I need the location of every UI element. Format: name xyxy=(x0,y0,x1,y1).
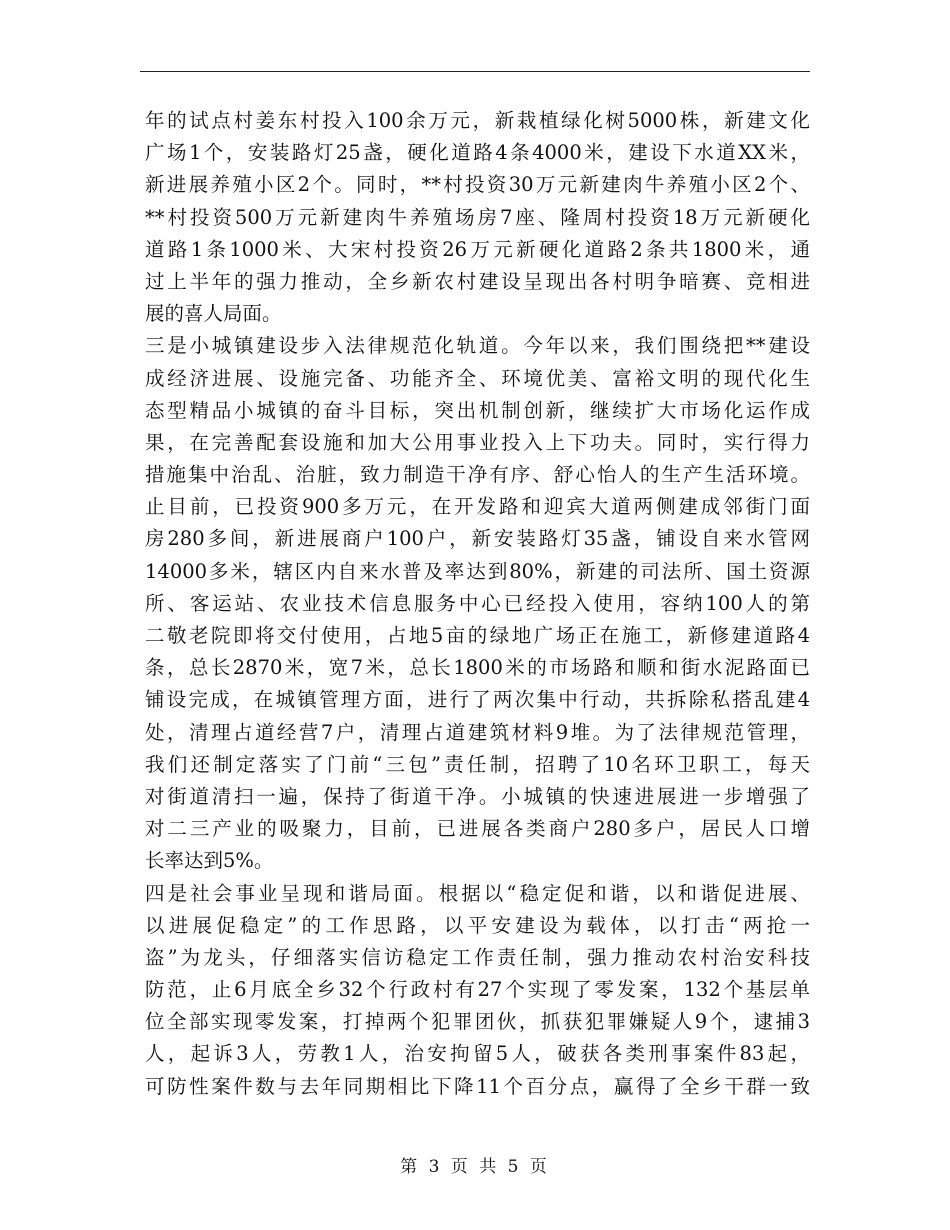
text-line: 对街道清扫一遍，保持了街道干净。小城镇的快速进展进一步增强了 xyxy=(145,784,810,808)
text-line: 以进展促稳定”的工作思路，以平安建设为载体，以打击“两抢一 xyxy=(145,913,810,937)
text-line: 道路1条1000米、大宋村投资26万元新硬化道路2条共1800米，通 xyxy=(145,237,810,261)
header-rule xyxy=(140,71,810,72)
text-line: 四是社会事业呈现和谐局面。根据以“稳定促和谐，以和谐促进展、 xyxy=(145,881,810,905)
document-body xyxy=(145,105,810,1103)
text-line: 位全部实现零发案，打掉两个犯罪团伙，抓获犯罪嫌疑人9个，逮捕3 xyxy=(145,1010,810,1034)
text-line: 对二三产业的吸聚力，目前，已进展各类商户280多户，居民人口增 xyxy=(145,817,810,841)
text-line: 处，清理占道经营7户，清理占道建筑材料9堆。为了法律规范管理， xyxy=(145,720,810,744)
text-line: 过上半年的强力推动，全乡新农村建设呈现出各村明争暗赛、竞相进 xyxy=(145,269,810,293)
text-line: 14000多米，辖区内自来水普及率达到80%，新建的司法所、国土资源 xyxy=(145,559,810,583)
text-line: 年的试点村姜东村投入100余万元，新栽植绿化树5000株，新建文化 xyxy=(145,109,810,132)
text-line: 展的喜人局面。 xyxy=(145,302,282,326)
text-line: **村投资500万元新建肉牛养殖场房7座、隆周村投资18万元新硬化 xyxy=(145,205,810,229)
paragraph xyxy=(145,330,810,877)
text-line: 新进展养殖小区2个。同时，**村投资30万元新建肉牛养殖小区2个、 xyxy=(145,173,810,197)
text-line: 防范，止6月底全乡32个行政村有27个实现了零发案，132个基层单 xyxy=(145,978,810,1002)
text-line: 止目前，已投资900多万元，在开发路和迎宾大道两侧建成邻街门面 xyxy=(145,495,810,519)
text-line: 措施集中治乱、治脏，致力制造干净有序、舒心怡人的生产生活环境。 xyxy=(145,463,810,487)
text-line: 可防性案件数与去年同期相比下降11个百分点，赢得了全乡干群一致 xyxy=(145,1074,810,1098)
paragraph xyxy=(145,878,810,1103)
paragraph xyxy=(145,105,810,330)
text-line: 三是小城镇建设步入法律规范化轨道。今年以来，我们围绕把**建设 xyxy=(145,334,810,358)
text-line: 态型精品小城镇的奋斗目标，突出机制创新，继续扩大市场化运作成 xyxy=(145,398,810,422)
text-line: 盗”为龙头，仔细落实信访稳定工作责任制，强力推动农村治安科技 xyxy=(145,945,810,969)
text-line: 条，总长2870米，宽7米，总长1800米的市场路和顺和街水泥路面已 xyxy=(145,656,810,680)
text-line: 我们还制定落实了门前“三包”责任制，招聘了10名环卫职工，每天 xyxy=(145,752,810,776)
text-line: 房280多间，新进展商户100户，新安装路灯35盏，铺设自来水管网 xyxy=(145,527,810,551)
text-line: 果，在完善配套设施和加大公用事业投入上下功夫。同时，实行得力 xyxy=(145,430,810,454)
text-line: 人，起诉3人，劳教1人，治安拘留5人，破获各类刑事案件83起， xyxy=(145,1042,810,1066)
text-line: 铺设完成，在城镇管理方面，进行了两次集中行动，共拆除私搭乱建4 xyxy=(145,688,810,712)
page-number: 第 3 页 共 5 页 xyxy=(400,1157,550,1177)
text-line: 广场1个，安装路灯25盏，硬化道路4条4000米，建设下水道XX米， xyxy=(145,141,810,165)
text-line: 二敬老院即将交付使用，占地5亩的绿地广场正在施工，新修建道路4 xyxy=(145,624,810,647)
text-line: 长率达到5%。 xyxy=(145,849,274,873)
text-line: 成经济进展、设施完备、功能齐全、环境优美、富裕文明的现代化生 xyxy=(145,366,810,390)
text-line: 所、客运站、农业技术信息服务中心已经投入使用，容纳100人的第 xyxy=(145,591,810,615)
